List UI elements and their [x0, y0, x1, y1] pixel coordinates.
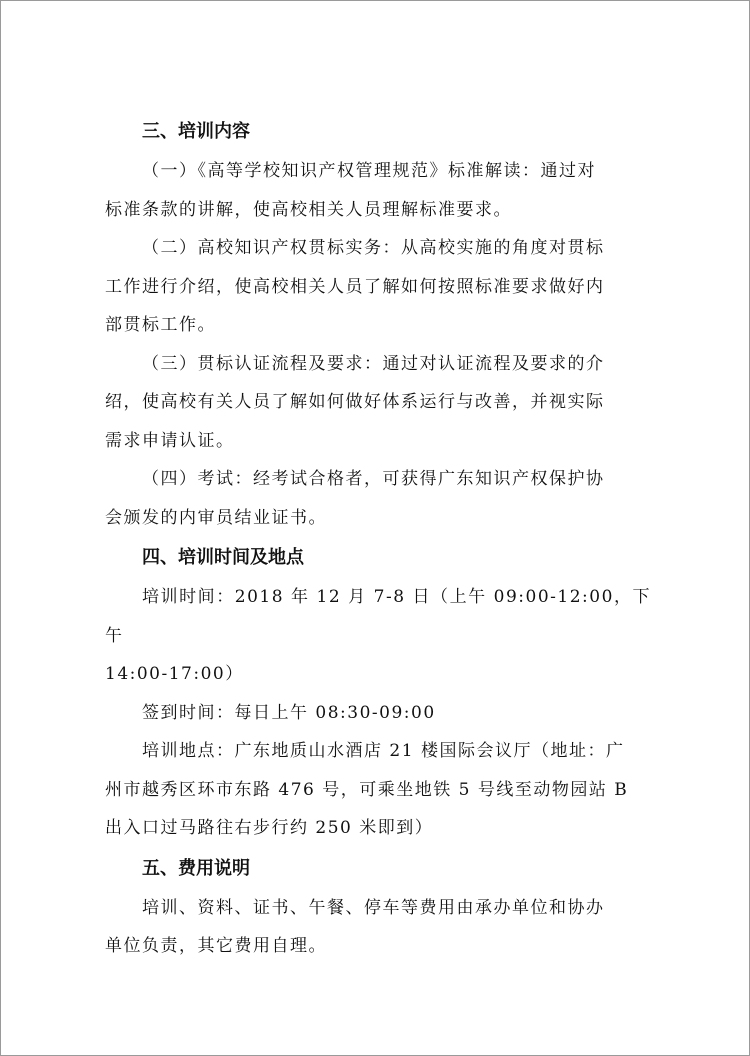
paragraph-checkin-time: 签到时间：每日上午 08:30-09:00 — [142, 702, 436, 723]
paragraph-implementation-practice: （二）高校知识产权贯标实务：从高校实施的角度对贯标 工作进行介绍，使高校相关人员了解如何按照标准要求做好内 部贯标工作。 — [105, 238, 605, 335]
paragraph-training-location: 培训地点：广东地质山水酒店 21 楼国际会议厅（地址：广 州市越秀区环市东路 476 号，可乘坐地铁 5 号线至动物园站 B 出入口过马路往右步行约 250 米即到） — [105, 741, 629, 838]
paragraph-certification-process: （三）贯标认证流程及要求：通过对认证流程及要求的介 绍，使高校有关人员了解如何做好体系运行与改善，并视实际 需求申请认证。 — [105, 353, 605, 451]
section-heading-fees: 五、费用说明 — [142, 857, 250, 879]
section-heading-training-content: 三、培训内容 — [142, 121, 250, 142]
paragraph-standard-interpretation: （一）《高等学校知识产权管理规范》标准解读：通过对 标准条款的讲解，使高校相关人员理解标准要求。 — [105, 161, 596, 220]
paragraph-exam: （四）考试：经考试合格者，可获得广东知识产权保护协 会颁发的内审员结业证书。 — [105, 469, 605, 528]
document-body — [105, 111, 651, 966]
section-heading-time-location: 四、培训时间及地点 — [142, 547, 304, 568]
paragraph-fees: 培训、资料、证书、午餐、停车等费用由承办单位和协办 单位负责，其它费用自理。 — [105, 897, 605, 956]
paragraph-training-time: 培训时间：2018 年 12 月 7-8 日（上午 09:00-12:00，下午 14:00-17:00） — [105, 587, 651, 684]
